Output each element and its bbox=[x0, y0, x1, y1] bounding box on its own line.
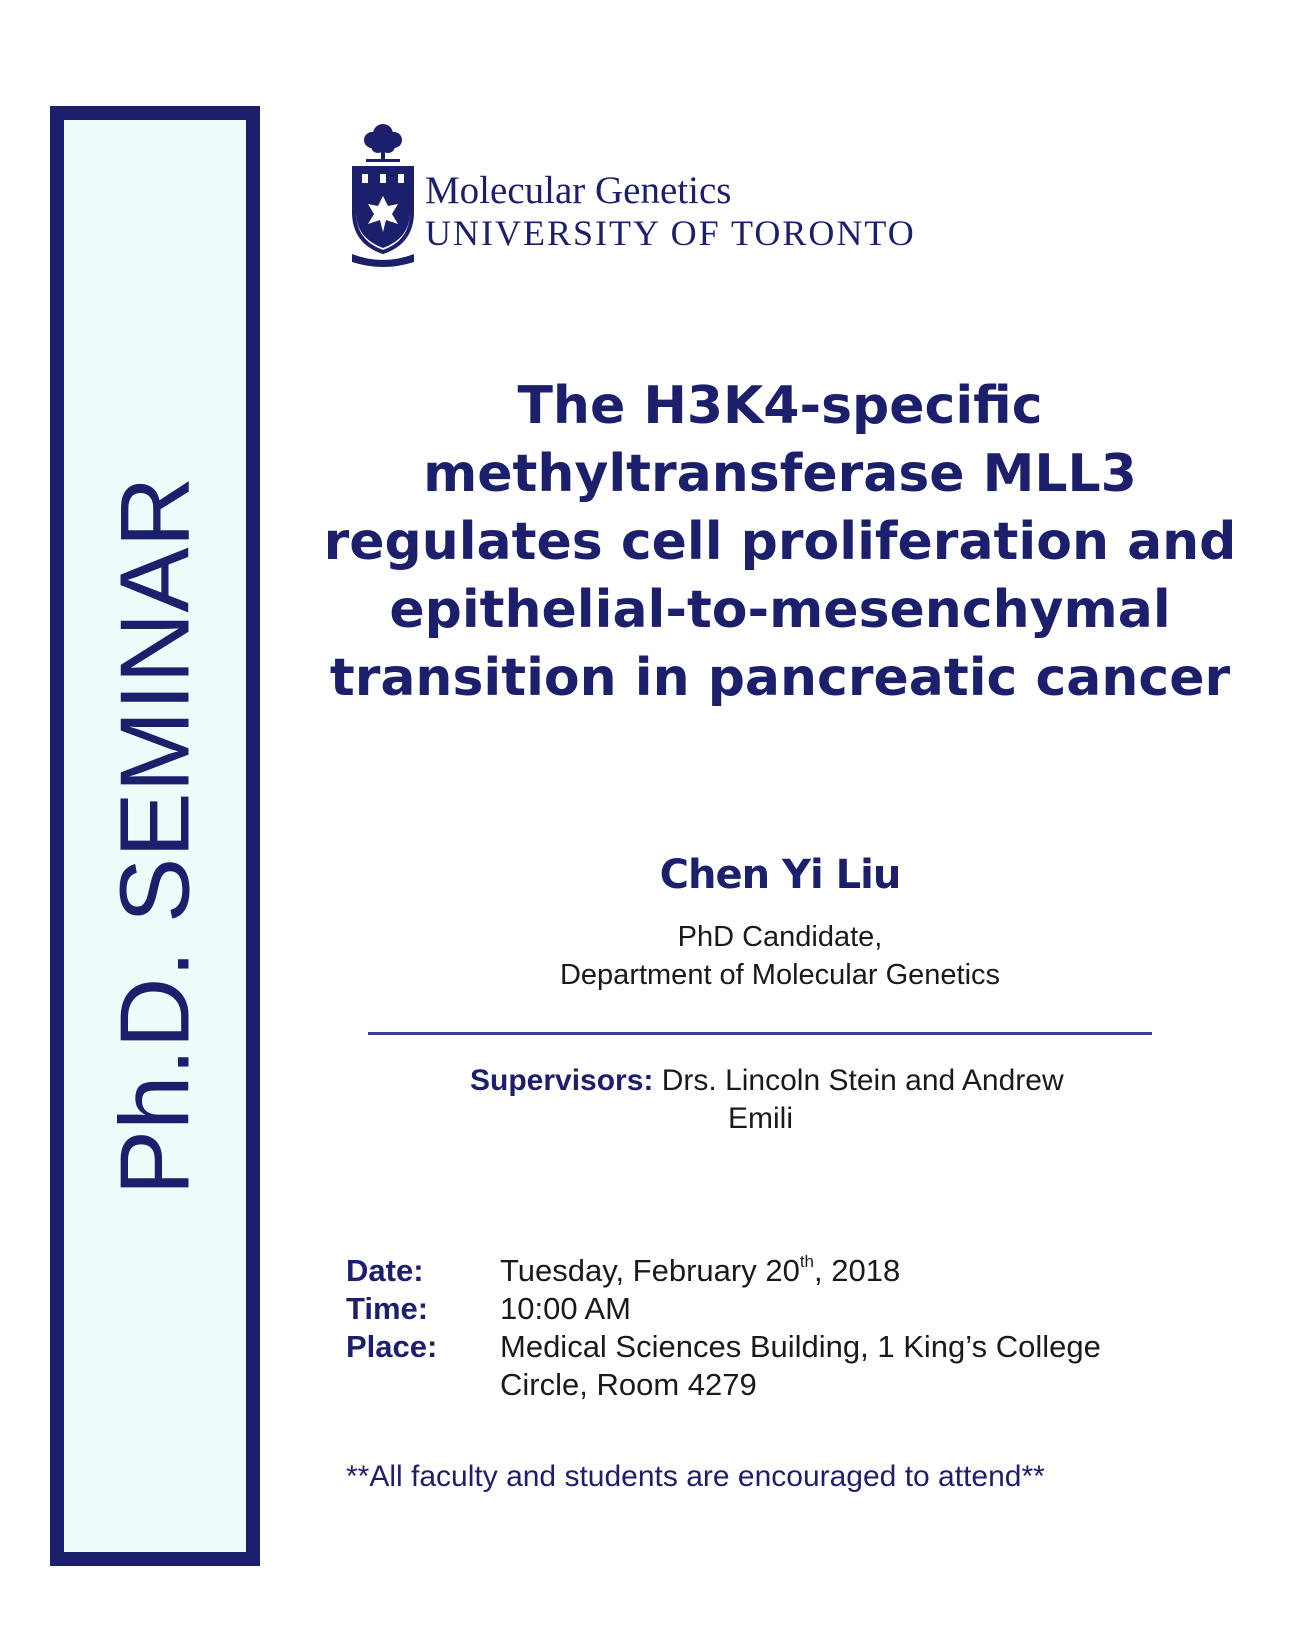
supervisors-label: Supervisors: bbox=[470, 1064, 654, 1097]
side-banner-text: Ph.D. SEMINAR bbox=[99, 476, 210, 1196]
date-value-main: Tuesday, February 20 bbox=[500, 1253, 800, 1288]
university-name: UNIVERSITY OF TORONTO bbox=[425, 213, 916, 253]
attendance-note: **All faculty and students are encouraged to attend** bbox=[346, 1460, 1045, 1493]
divider bbox=[368, 1032, 1152, 1035]
supervisors bbox=[470, 1062, 1190, 1138]
date-value-year: , 2018 bbox=[814, 1253, 901, 1288]
speaker-name: Chen Yi Liu bbox=[659, 852, 901, 898]
place-value-line-2: Circle, Room 4279 bbox=[500, 1367, 757, 1402]
date-value-ordinal: th bbox=[799, 1251, 815, 1271]
supervisors-names: Drs. Lincoln Stein and Andrew bbox=[653, 1064, 1064, 1097]
date-row bbox=[346, 1252, 1206, 1290]
university-of-toronto-crest-icon bbox=[348, 120, 418, 270]
side-banner bbox=[50, 106, 260, 1566]
place-label: Place: bbox=[346, 1329, 438, 1364]
date-value bbox=[500, 1252, 900, 1290]
supervisors-names-continued: Emili bbox=[728, 1102, 793, 1135]
seminar-title: The H3K4-specific methyltransferase MLL3 regulates cell proliferation and epithelial-to-mesenchymal transition in pancreatic cancer bbox=[323, 376, 1237, 708]
time-label: Time: bbox=[346, 1291, 429, 1326]
place-value-line-1: Medical Sciences Building, 1 King’s College bbox=[500, 1329, 1101, 1364]
affiliation-line-2: Department of Molecular Genetics bbox=[559, 959, 1001, 991]
speaker-affiliation bbox=[300, 918, 1260, 994]
time-value: 10:00 AM bbox=[500, 1291, 631, 1326]
place-row bbox=[346, 1328, 1206, 1404]
time-row bbox=[346, 1290, 1206, 1328]
seminar-details bbox=[346, 1252, 1206, 1404]
department-name: Molecular Genetics bbox=[425, 169, 732, 212]
date-label: Date: bbox=[346, 1253, 424, 1288]
affiliation-line-1: PhD Candidate, bbox=[677, 921, 883, 953]
place-value bbox=[500, 1328, 1101, 1404]
